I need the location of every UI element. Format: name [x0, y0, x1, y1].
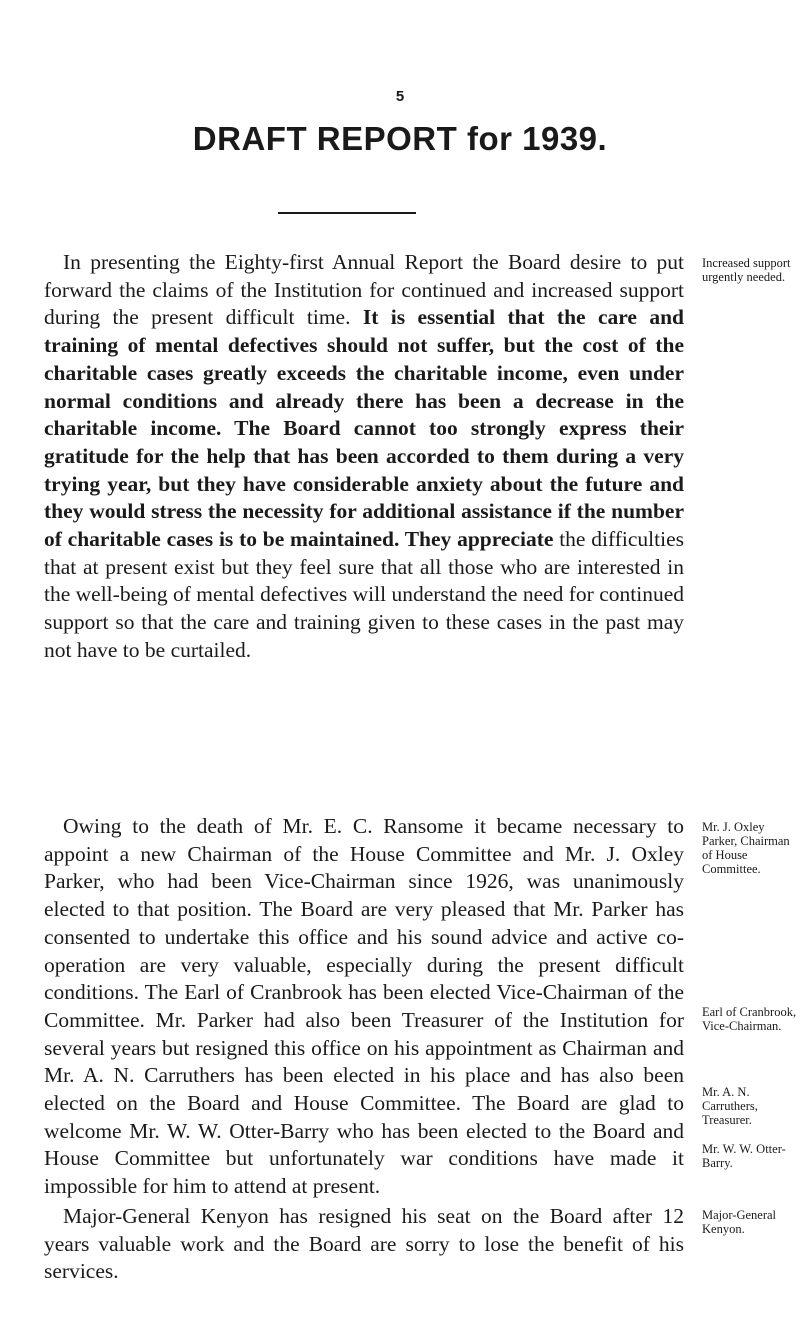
margin-note-kenyon: Major-General Kenyon. — [702, 1208, 777, 1236]
paragraph-support-intro: In presenting the Eighty-first Annual Report the Board desire to put forward the claims of the Institution for continued and increased support during the present difficult time. — [44, 250, 684, 330]
paragraph-support-bold: It is essential that the care and training of mental defectives should not suffer, but the cost of the charitable cases greatly exceeds the charitable income, even under normal conditions and already there has been a decrease in the charitable income. The Board cannot too strongly express their gratitude for the help that has been accorded to them during a very trying year, but they have considerable anxiety about the future and they would stress the necessity for additional assistance if the number of charitable cases is to be maintained. They appreciate — [44, 305, 684, 552]
title-divider — [278, 212, 416, 214]
page-number: 5 — [395, 88, 405, 105]
margin-note-support: Increased support urgently needed. — [702, 256, 791, 284]
paragraph-support — [44, 249, 684, 665]
paragraph-appointments: Owing to the death of Mr. E. C. Ransome it became necessary to appoint a new Chairman of the House Committee and Mr. J. Oxley Parker, who had been Vice-Chairman since 1926, was unanimously elected to that position. The Board are very pleased that Mr. Parker has consented to undertake this office and his sound advice and active co-operation are very valuable, especially during the present difficult conditions. The Earl of Cranbrook has been elected Vice-Chairman of the Committee. Mr. Parker had also been Treasurer of the Institution for several years but resigned this office on his appointment as Chairman and Mr. A. N. Carruthers has been elected in his place and has also been elected on the Board and House Committee. The Board are glad to welcome Mr. W. W. Otter-Barry who has been elected to the Board and House Committee but unfortunately war conditions have made it impossible for him to attend at present. — [44, 814, 684, 1199]
margin-note-otter-barry: Mr. W. W. Otter-Barry. — [702, 1142, 786, 1170]
margin-note-treasurer: Mr. A. N. Carruthers, Treasurer. — [702, 1085, 758, 1127]
margin-note-chairman: Mr. J. Oxley Parker, Chairman of House Committee. — [702, 820, 790, 876]
page-title: DRAFT REPORT for 1939. — [192, 120, 608, 157]
paragraph-support-end: the difficulties that at present exist but they feel sure that all those who are interested in the well-being of mental defectives will understand the need for continued support so that the care and training given to these cases in the past may not have to be curtailed. — [44, 527, 685, 662]
margin-note-vice-chairman: Earl of Cranbrook, Vice-Chairman. — [702, 1005, 797, 1033]
paragraph-kenyon: Major-General Kenyon has resigned his seat on the Board after 12 years valuable work and the Board are sorry to lose the benefit of his services. — [44, 1204, 684, 1284]
